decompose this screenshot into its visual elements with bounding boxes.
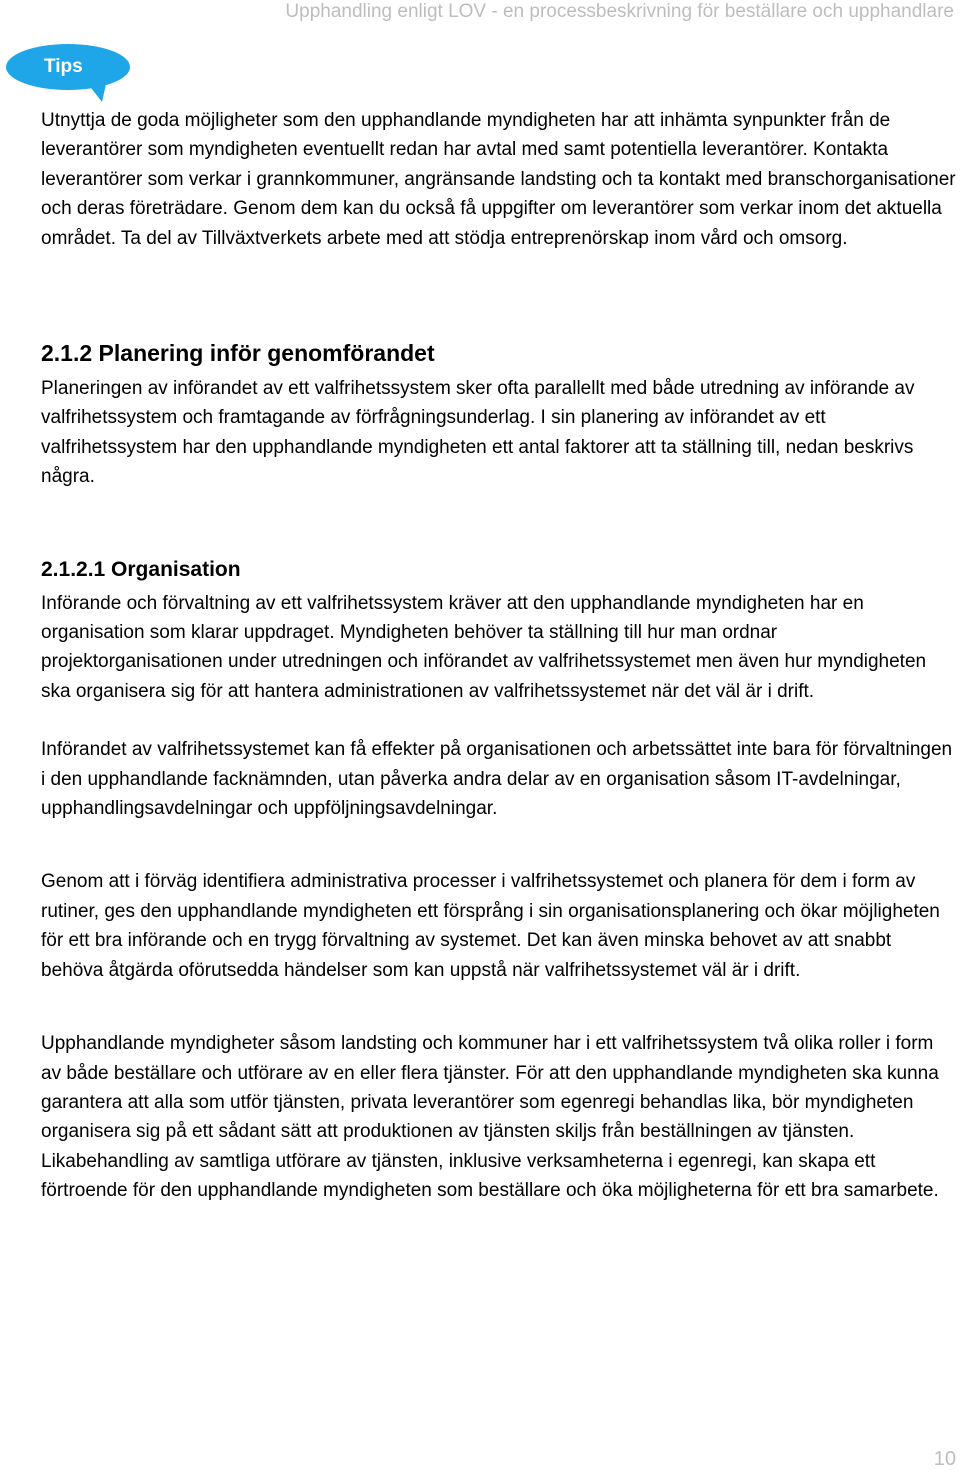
section-heading-planering: 2.1.2 Planering inför genomförandet — [41, 340, 435, 366]
spacer — [41, 823, 957, 867]
main-content — [41, 336, 957, 1206]
organisation-paragraph-4: Upphandlande myndigheter såsom landsting och kommuner har i ett valfrihetssystem två olika roller i form av både beställare och utförare av en eller flera tjänster. För att den upphandlande myndigheten ska kunna garantera att alla som utför tjänsten, privata leverantörer som egenregi behandlas lika, bör myndigheten organisera sig på ett sådant sätt att produktionen av tjänsten skiljs från beställningen av tjänsten. Likabehandling av samtliga utförare av tjänsten, inklusive verksamheterna i egenregi, kan skapa ett förtroende för den upphandlande myndigheten som beställare och öka möjligheterna för ett bra samarbete. — [41, 1033, 939, 1202]
organisation-paragraph-1: Införande och förvaltning av ett valfrihetssystem kräver att den upphandlande myndigheten har en organisation som klarar uppdraget. Myndigheten behöver ta ställning till hur man ordnar projektorganisationen under utredningen och införandet av valfrihetssystemet men även hur myndigheten ska organisera sig för att hantera administrationen av valfrihetssystemet när det väl är i drift. — [41, 592, 927, 702]
tips-label: Tips — [44, 56, 83, 77]
tips-text-block — [41, 106, 957, 253]
section-heading-organisation: 2.1.2.1 Organisation — [41, 557, 241, 581]
spacer — [41, 985, 957, 1029]
organisation-paragraph-3: Genom att i förväg identifiera administrativa processer i valfrihetssystemet och planera för dem i form av rutiner, ges den upphandlande myndigheten ett försprång i sin organisationsplanering och ökar möjligheten för ett bra införande och en trygg förvaltning av systemet. Det kan även minska behovet av att snabbt behöva åtgärda oförutsedda händelser som kan uppstå när valfrihetssystemet väl är i drift. — [41, 871, 940, 981]
spacer — [41, 706, 957, 735]
running-header-title: Upphandling enligt LOV - en processbeskrivning för beställare och upphandlare — [285, 1, 954, 22]
tips-paragraph: Utnyttja de goda möjligheter som den upphandlande myndigheten har att inhämta synpunkter från de leverantörer som myndigheten eventuellt redan har avtal med samt potentiella leverantörer. Kontakta leverantörer som verkar i grannkommuner, angränsande landsting och ta kontakt med branschorganisationer och deras företrädare. Genom dem kan du också få uppgifter om leverantörer som verkar inom det aktuella området. Ta del av Tillväxtverkets arbete med att stödja entreprenörskap inom vård och omsorg. — [41, 110, 956, 249]
organisation-paragraph-2: Införandet av valfrihetssystemet kan få effekter på organisationen och arbetssättet inte bara för förvaltningen i den upphandlande facknämnden, utan påverka andra delar av en organisation såsom IT-avdelningar, upphandlingsavdelningar och uppföljningsavdelningar. — [41, 739, 953, 820]
page-number: 10 — [933, 1448, 956, 1470]
section-paragraph-planering: Planeringen av införandet av ett valfrihetssystem sker ofta parallellt med både utredning av införande av valfrihetssystem och framtagande av förfrågningsunderlag. I sin planering av införandet av ett valfrihetssystem har den upphandlande myndigheten ett antal faktorer att ta ställning till, nedan beskrivs några. — [41, 378, 915, 488]
spacer — [41, 492, 957, 555]
tips-callout-bubble — [6, 44, 130, 106]
